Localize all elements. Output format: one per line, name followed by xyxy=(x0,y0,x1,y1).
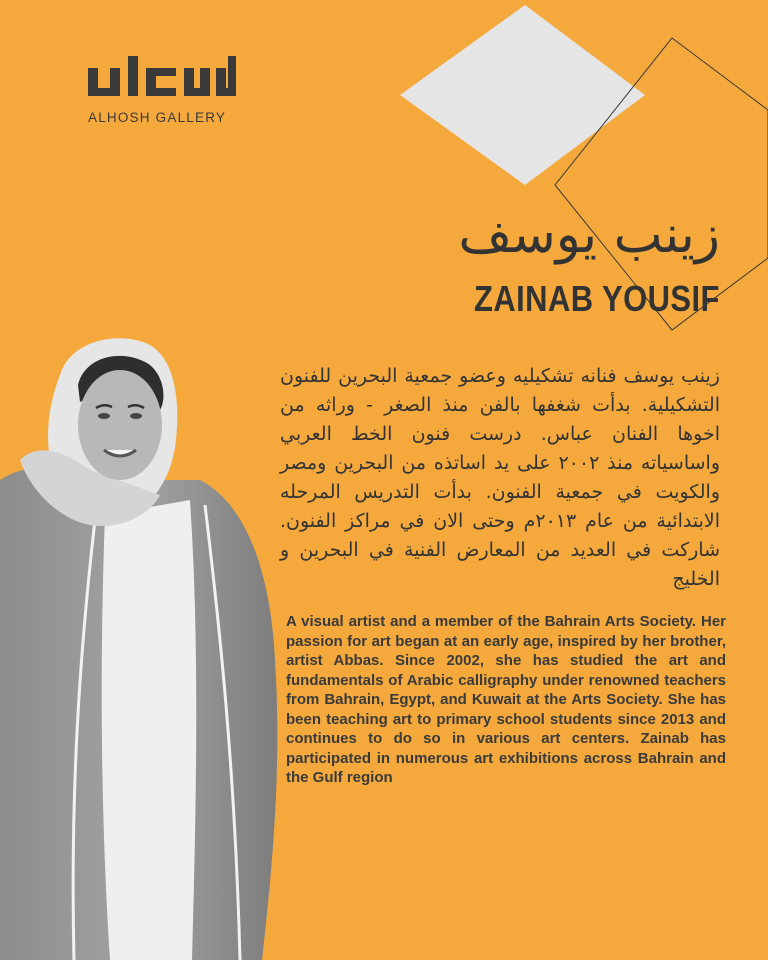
gallery-name: ALHOSH GALLERY xyxy=(88,110,227,125)
logo-mark-icon xyxy=(88,52,238,108)
filled-diamond xyxy=(400,5,645,185)
gallery-logo xyxy=(88,52,248,125)
biography-english: A visual artist and a member of the Bahrain Arts Society. Her passion for art began at an early age, inspired by her brother, artist Abbas. Since 2002, she has studied the art and fundamentals of Arabic calligraphy under renowned teachers from Bahrain, Egypt, and Kuwait at the Arts Society. She has been teaching art to primary school students since 2013 and continues to do so in various art centers. Zainab has participated in numerous art exhibitions across Bahrain and the Gulf region xyxy=(286,613,726,786)
artist-name-arabic: زينب يوسف xyxy=(458,205,720,265)
biography-arabic: زينب يوسف فنانه تشكيليه وعضو جمعية البحرين للفنون التشكيلية. بدأت شغفها بالفن منذ الصغر - وراثه من اخوها الفنان عباس. درست فنون الخط العربي واساسياته منذ ٢٠٠٢ على يد اساتذه من البحرين ومصر والكويت في جمعية الفنون. بدأت التدريس المرحله الابتدائية من عام ٢٠١٣م وحتى الان في مراكز الفنون. شاركت في العديد من المعارض الفنية في البحرين و الخليج xyxy=(280,365,720,590)
artist-name-english: ZAINAB YOUSIF xyxy=(474,278,720,319)
artist-photo xyxy=(0,330,290,960)
